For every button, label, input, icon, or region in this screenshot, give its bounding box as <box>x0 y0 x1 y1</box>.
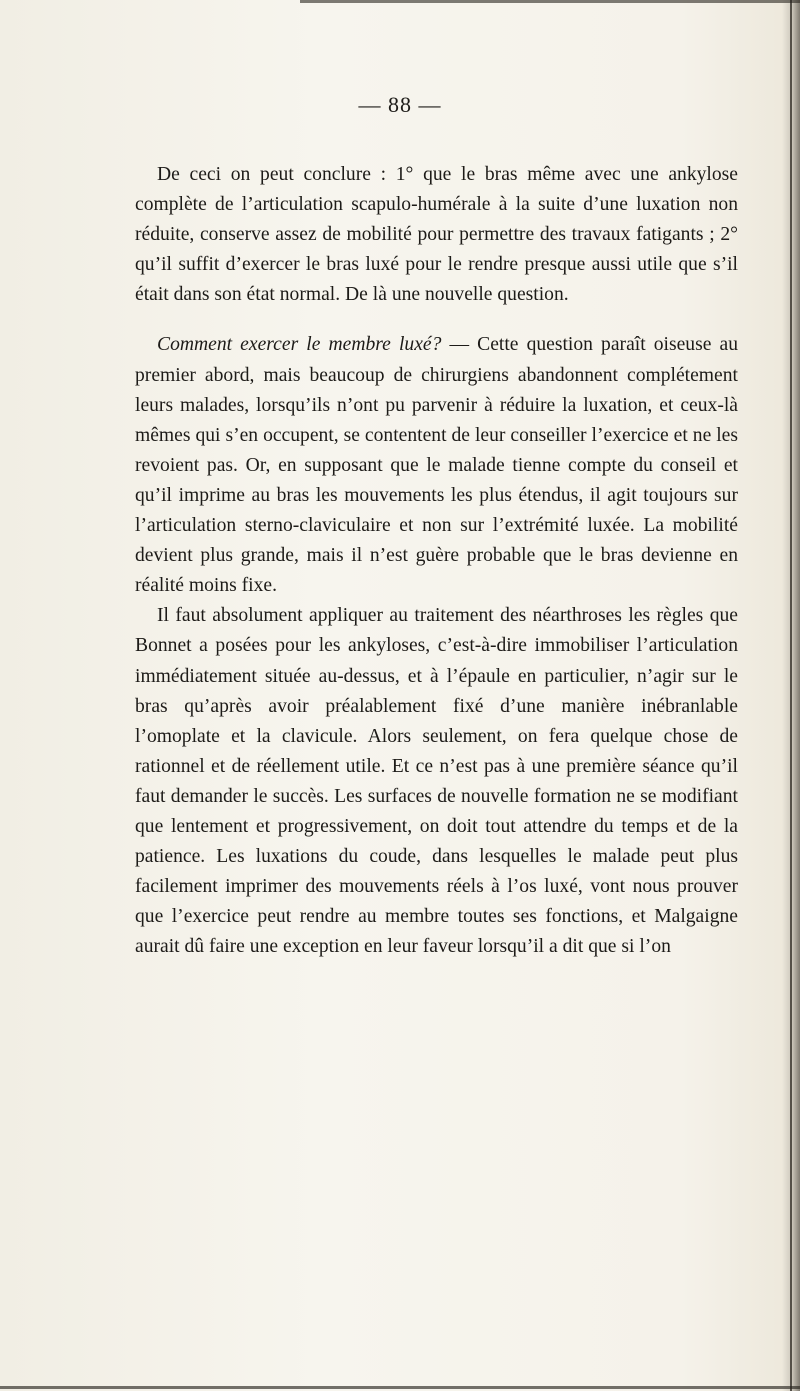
page-right-edge <box>790 0 792 1391</box>
paragraph-3 <box>135 601 738 962</box>
paragraph-3-text: Il faut absolument appliquer au traitement des néarthroses les règles que Bonnet a posées pour les ankyloses, c’est-à-dire immobiliser l’articulation immédiatement située au-dessus, et à l’épaule en particulier, n’agir sur le bras qu’après avoir préalablement fixé d’une manière inébranlable l’omoplate et la clavicule. Alors seulement, on fera quelque chose de rationnel et de réellement utile. Et ce n’est pas à une première séance qu’il faut demander le succès. Les surfaces de nouvelle formation ne se modifiant que lentement et progressivement, on doit tout attendre du temps et de la patience. Les luxations du coude, dans lesquelles le malade peut plus facilement imprimer des mouvements réels à l’os luxé, vont nous prouver que l’exercice peut rendre au membre toutes ses fonctions, et Malgaigne aurait dû faire une exception en leur faveur lorsqu’il a dit que si l’on <box>135 605 738 958</box>
body-text <box>135 160 738 962</box>
paragraph-2-italic-lead: Comment exercer le membre luxé? <box>157 334 442 356</box>
page-top-edge <box>300 0 800 3</box>
paragraph-1-text: De ceci on peut conclure : 1° que le bras même avec une ankylose complète de l’articulation scapulo-humérale à la suite d’une luxation non réduite, conserve assez de mobilité pour permettre des travaux fatigants ; 2° qu’il suffit d’exercer le bras luxé pour le rendre presque aussi utile que s’il était dans son état normal. De là une nouvelle question. <box>135 164 738 306</box>
paragraph-2 <box>135 330 738 601</box>
paragraph-2-text: — Cette question paraît oiseuse au premier abord, mais beaucoup de chirurgiens abandonnent complétement leurs malades, lorsqu’ils n’ont pu parvenir à réduire la luxation, et ceux-là mêmes qui s’en occupent, se contentent de leur conseiller l’exercice et ne les revoient pas. Or, en supposant que le malade tienne compte du conseil et qu’il imprime au bras les mouvements les plus étendus, il agit toujours sur l’articulation sterno-claviculaire et non sur l’extrémité luxée. La mobilité devient plus grande, mais il n’est guère probable que le bras devienne en réalité moins fixe. <box>135 334 738 597</box>
paragraph-1 <box>135 160 738 310</box>
page-number: — 88 — <box>358 92 442 117</box>
page-bottom-edge <box>0 1386 800 1389</box>
